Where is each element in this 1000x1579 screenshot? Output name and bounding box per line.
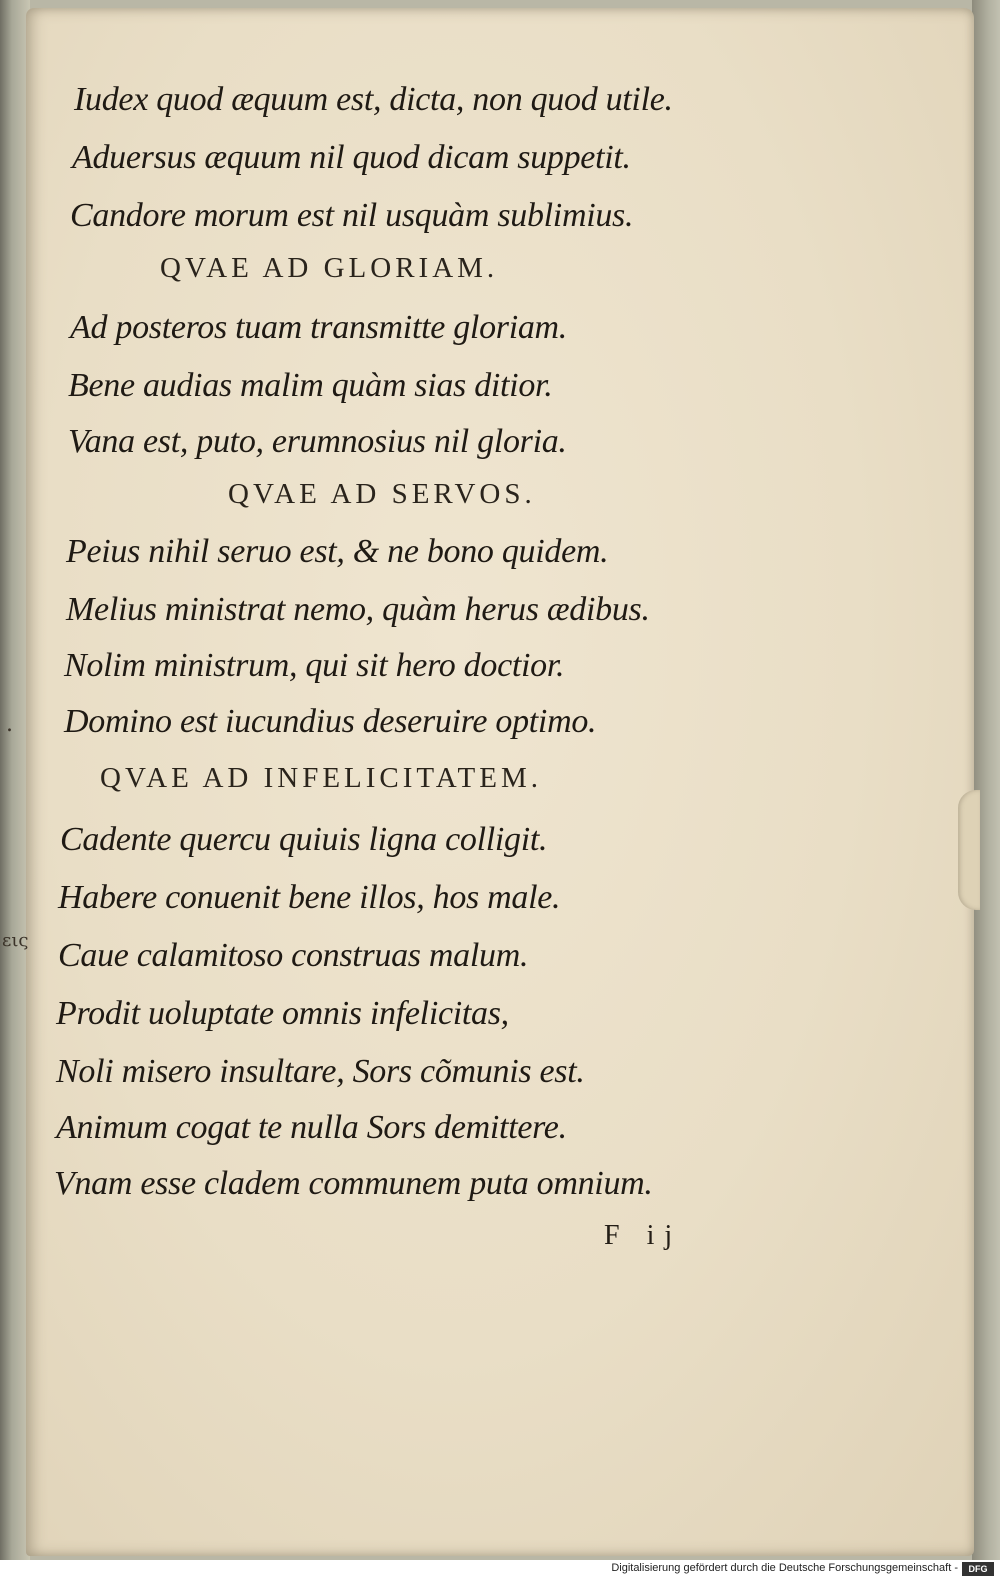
text-line-3: Candore morum est nil usquàm sublimius.	[70, 197, 634, 234]
section-heading-servos: QVAE AD SERVOS.	[228, 478, 536, 510]
text-line-1: Iudex quod æquum est, dicta, non quod utile.	[74, 81, 673, 118]
margin-mark-fragment: εις	[2, 930, 29, 951]
text-line-7: Peius nihil seruo est, & ne bono quidem.	[66, 533, 609, 570]
text-line-10: Domino est iucundius deseruire optimo.	[64, 703, 597, 740]
text-line-17: Vnam esse cladem communem puta omnium.	[54, 1165, 653, 1202]
margin-mark-dot: .	[6, 712, 13, 737]
text-line-5: Bene audias malim quàm sias ditior.	[68, 367, 553, 404]
text-line-15: Noli misero insultare, Sors cõmunis est.	[56, 1053, 585, 1090]
section-heading-infelicitatem: QVAE AD INFELICITATEM.	[100, 762, 542, 794]
book-edge-right	[972, 0, 1000, 1560]
dfg-logo: DFG	[962, 1562, 994, 1576]
text-line-14: Prodit uoluptate omnis infelicitas,	[56, 995, 509, 1032]
text-line-12: Habere conuenit bene illos, hos male.	[58, 879, 561, 916]
text-line-11: Cadente quercu quiuis ligna colligit.	[60, 821, 548, 858]
text-line-2: Aduersus æquum nil quod dicam suppetit.	[72, 139, 631, 176]
footer-bar	[0, 1560, 1000, 1579]
section-heading-gloriam: QVAE AD GLORIAM.	[160, 252, 499, 284]
text-line-8: Melius ministrat nemo, quàm herus ædibus.	[66, 591, 650, 628]
text-line-9: Nolim ministrum, qui sit hero doctior.	[64, 647, 565, 684]
signature-mark: F ij	[604, 1220, 683, 1251]
text-line-16: Animum cogat te nulla Sors demittere.	[56, 1109, 567, 1146]
text-line-6: Vana est, puto, erumnosius nil gloria.	[68, 423, 567, 460]
page-notch	[958, 790, 980, 910]
footer-credit: Digitalisierung gefördert durch die Deutsche Forschungsgemeinschaft -	[611, 1562, 958, 1574]
text-line-4: Ad posteros tuam transmitte gloriam.	[70, 309, 568, 346]
text-line-13: Caue calamitoso construas malum.	[58, 937, 529, 974]
